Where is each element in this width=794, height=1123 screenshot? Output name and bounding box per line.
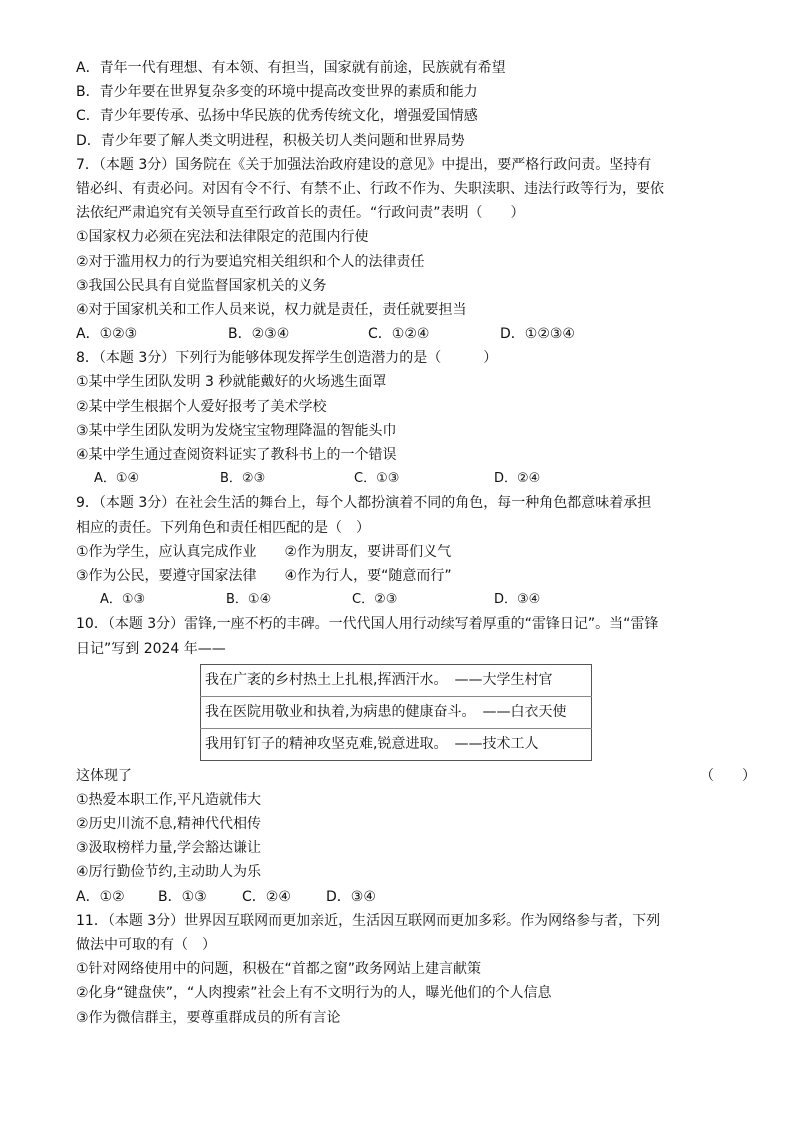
q8-option-b: B．②③ xyxy=(220,471,266,487)
q6-option-d: D．青少年要了解人类文明进程，积极关切人类问题和世界局势 xyxy=(76,132,465,149)
q7-item: ④对于国家机关和工作人员来说，权力就是责任，责任就要担当 xyxy=(76,301,467,318)
q7-stem-line: 错必纠、有责必问。对因有令不行、有禁不止、行政不作为、失职渎职、违法行政等行为，要依 xyxy=(76,180,664,197)
q8-option-d: D．②④ xyxy=(494,471,541,487)
q8-options xyxy=(76,467,736,491)
q9-option-c: C．②③ xyxy=(352,592,398,608)
q11-item: ③作为微信群主，要尊重群成员的所有言论 xyxy=(76,1009,341,1026)
q8-option-c: C．①③ xyxy=(354,471,400,487)
q6-option-b: B．青少年要在世界复杂多变的环境中提高改变世界的素质和能力 xyxy=(76,84,478,101)
q10-item: ②历史川流不息,精神代代相传 xyxy=(76,816,262,833)
q10-option-b: B．①③ xyxy=(158,888,207,905)
exam-page xyxy=(76,56,756,1030)
q9-options xyxy=(76,588,736,612)
q10-item: ①热爱本职工作,平凡造就伟大 xyxy=(76,791,262,808)
q10-option-c: C．②④ xyxy=(242,888,291,905)
q8-item: ④某中学生通过查阅资料证实了教科书上的一个错误 xyxy=(76,447,397,463)
q7-stem-line: 7．（本题 3分）国务院在《关于加强法治政府建设的意见》中提出，要严格行政问责。坚持有 xyxy=(76,156,652,173)
q11-item: ②化身“键盘侠”，“人肉搜索”社会上有不文明行为的人，曝光他们的个人信息 xyxy=(76,985,552,1002)
q6-option-c: C．青少年要传承、弘扬中华民族的优秀传统文化，增强爱国情感 xyxy=(76,108,478,125)
q10-quote-row: 我在医院用敬业和执着,为病患的健康奋斗。 ——白衣天使 xyxy=(201,696,592,728)
q9-item: ③作为公民，要遵守国家法律 ④作为行人，要“随意而行” xyxy=(76,567,452,584)
q10-stem-line: 日记”写到 2024 年—— xyxy=(76,640,226,657)
q10-quote-row: 我用钉钉子的精神攻坚克难,锐意进取。 ——技术工人 xyxy=(201,728,592,760)
q7-item: ①国家权力必须在宪法和法律限定的范围内行使 xyxy=(76,229,369,246)
q11-item: ①针对网络使用中的问题，积极在“首都之窗”政务网站上建言献策 xyxy=(76,961,482,978)
q10-quote-row: 我在广袤的乡村热土上扎根,挥洒汗水。 ——大学生村官 xyxy=(205,671,553,688)
q11-stem-line: 做法中可取的有（ ） xyxy=(76,937,216,953)
q7-option-d: D．①②③④ xyxy=(500,326,575,343)
q7-option-b: B．②③④ xyxy=(228,326,290,343)
q7-option-c: C．①②④ xyxy=(368,326,430,343)
q10-quote-table xyxy=(200,664,592,761)
q10-option-d: D．③④ xyxy=(326,888,376,905)
q7-item: ③我国公民具有自觉监督国家机关的义务 xyxy=(76,277,327,294)
q10-item: ④厉行勤俭节约,主动助人为乐 xyxy=(76,864,262,881)
q10-stem-line: 10．（本题 3分）雷锋,一座不朽的丰碑。一代代国人用行动续写着厚重的“雷锋日记”。当“雷锋 xyxy=(76,616,659,633)
q6-option-a: A．青年一代有理想、有本领、有担当，国家就有前途，民族就有希望 xyxy=(76,60,506,76)
q10-options xyxy=(76,885,736,909)
q9-option-a: A．①③ xyxy=(100,592,146,608)
q8-stem: 8．（本题 3分）下列行为能够体现发挥学生创造潜力的是（ ） xyxy=(76,350,498,367)
q8-item: ②某中学生根据个人爱好报考了美术学校 xyxy=(76,398,327,415)
q11-stem-line: 11．（本题 3分）世界因互联网而更加亲近，生活因互联网而更加多彩。作为网络参与者，下列 xyxy=(76,912,661,929)
q7-item: ②对于滥用权力的行为要追究相关组织和个人的法律责任 xyxy=(76,253,425,270)
q7-option-a: A．①②③ xyxy=(76,326,138,343)
q10-option-a: A．①② xyxy=(76,888,125,905)
q10-tail: 这体现了 xyxy=(76,767,132,784)
q9-option-d: D．③④ xyxy=(494,592,541,608)
q10-tail-line xyxy=(76,764,756,788)
q7-options xyxy=(76,322,736,346)
q8-item: ③某中学生团队发明为发烧宝宝物理降温的智能头巾 xyxy=(76,422,397,439)
q10-answer-paren: （ ） xyxy=(700,767,756,784)
q9-stem-line: 9．（本题 3分）在社会生活的舞台上，每个人都扮演着不同的角色，每一种角色都意味着承担 xyxy=(76,495,652,512)
q9-stem-line: 相应的责任。下列角色和责任相匹配的是（ ） xyxy=(76,519,370,536)
q8-option-a: A．①④ xyxy=(94,471,140,487)
q9-item: ①作为学生，应认真完成作业 ②作为朋友，要讲哥们义气 xyxy=(76,543,452,560)
q9-option-b: B．①④ xyxy=(226,592,272,608)
q7-stem-line: 法依纪严肃追究有关领导直至行政首长的责任。“行政问责”表明（ ） xyxy=(76,205,525,222)
q10-item: ③汲取榜样力量,学会豁达谦让 xyxy=(76,840,262,857)
q8-item: ①某中学生团队发明 3 秒就能戴好的火场逃生面罩 xyxy=(76,374,387,391)
